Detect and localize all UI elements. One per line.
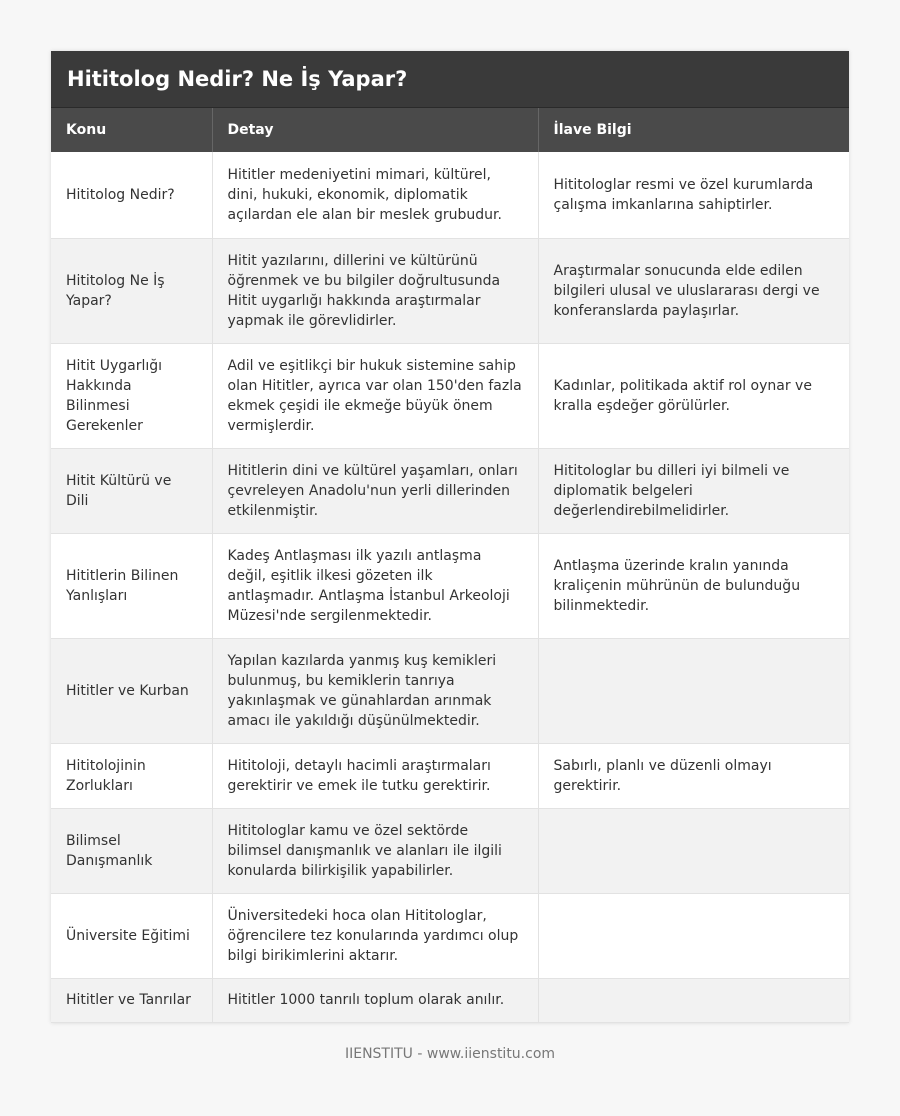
info-table (51, 108, 849, 1023)
table-row (51, 152, 849, 238)
cell-detay: Hititlerin dini ve kültürel yaşamları, onları çevreleyen Anadolu'nun yerli dillerinden etkilenmiştir. (212, 448, 538, 533)
column-header-detay: Detay (212, 108, 538, 152)
table-header-row (51, 108, 849, 152)
cell-ilave-bilgi (538, 978, 849, 1022)
table-row (51, 448, 849, 533)
cell-ilave-bilgi: Hititologlar bu dilleri iyi bilmeli ve diplomatik belgeleri değerlendirebilmelidirler. (538, 448, 849, 533)
cell-konu: Hitit Kültürü ve Dili (51, 448, 212, 533)
cell-detay: Hititler medeniyetini mimari, kültürel, dini, hukuki, ekonomik, diplomatik açılardan ele alan bir meslek grubudur. (212, 152, 538, 238)
cell-ilave-bilgi: Sabırlı, planlı ve düzenli olmayı gerektirir. (538, 743, 849, 808)
cell-ilave-bilgi: Araştırmalar sonucunda elde edilen bilgileri ulusal ve uluslararası dergi ve konferanslarda paylaşırlar. (538, 238, 849, 343)
cell-konu: Hititolog Ne İş Yapar? (51, 238, 212, 343)
column-header-konu: Konu (51, 108, 212, 152)
cell-konu: Üniversite Eğitimi (51, 893, 212, 978)
table-row (51, 743, 849, 808)
cell-konu: Hititolog Nedir? (51, 152, 212, 238)
footer-credit: IIENSTITU - www.iienstitu.com (344, 1046, 556, 1062)
cell-ilave-bilgi (538, 893, 849, 978)
cell-detay: Kadeş Antlaşması ilk yazılı antlaşma değil, eşitlik ilkesi gözeten ilk antlaşmadır. Antlaşma İstanbul Arkeoloji Müzesi'nde sergilenmektedir. (212, 533, 538, 638)
page-title: Hititolog Nedir? Ne İş Yapar? (51, 51, 849, 108)
content-card (51, 51, 849, 1023)
cell-konu: Hititlerin Bilinen Yanlışları (51, 533, 212, 638)
cell-ilave-bilgi: Antlaşma üzerinde kralın yanında kraliçenin mührünün de bulunduğu bilinmektedir. (538, 533, 849, 638)
table-row (51, 238, 849, 343)
cell-detay: Hitit yazılarını, dillerini ve kültürünü öğrenmek ve bu bilgiler doğrultusunda Hitit uygarlığı hakkında araştırmalar yapmak ile görevlidirler. (212, 238, 538, 343)
cell-detay: Yapılan kazılarda yanmış kuş kemikleri bulunmuş, bu kemiklerin tanrıya yakınlaşmak ve günahlardan arınmak amacı ile yakıldığı düşünülmektedir. (212, 638, 538, 743)
cell-konu: Bilimsel Danışmanlık (51, 808, 212, 893)
table-row (51, 638, 849, 743)
cell-detay: Üniversitedeki hoca olan Hititologlar, öğrencilere tez konularında yardımcı olup bilgi birikimlerini aktarır. (212, 893, 538, 978)
cell-detay: Adil ve eşitlikçi bir hukuk sistemine sahip olan Hititler, ayrıca var olan 150'den fazla ekmek çeşidi ile ekmeğe büyük önem vermişlerdir. (212, 343, 538, 448)
cell-ilave-bilgi (538, 638, 849, 743)
cell-ilave-bilgi (538, 808, 849, 893)
table-row (51, 893, 849, 978)
table-row (51, 343, 849, 448)
cell-ilave-bilgi: Kadınlar, politikada aktif rol oynar ve kralla eşdeğer görülürler. (538, 343, 849, 448)
cell-ilave-bilgi: Hititologlar resmi ve özel kurumlarda çalışma imkanlarına sahiptirler. (538, 152, 849, 238)
table-row (51, 808, 849, 893)
table-row (51, 978, 849, 1022)
cell-konu: Hititler ve Kurban (51, 638, 212, 743)
cell-konu: Hititler ve Tanrılar (51, 978, 212, 1022)
cell-detay: Hititologlar kamu ve özel sektörde bilimsel danışmanlık ve alanları ile ilgili konularda bilirkişilik yapabilirler. (212, 808, 538, 893)
table-row (51, 533, 849, 638)
column-header-ilave-bilgi: İlave Bilgi (538, 108, 849, 152)
cell-konu: Hitit Uygarlığı Hakkında Bilinmesi Gerekenler (51, 343, 212, 448)
cell-detay: Hititler 1000 tanrılı toplum olarak anılır. (212, 978, 538, 1022)
cell-konu: Hititolojinin Zorlukları (51, 743, 212, 808)
cell-detay: Hititoloji, detaylı hacimli araştırmaları gerektirir ve emek ile tutku gerektirir. (212, 743, 538, 808)
